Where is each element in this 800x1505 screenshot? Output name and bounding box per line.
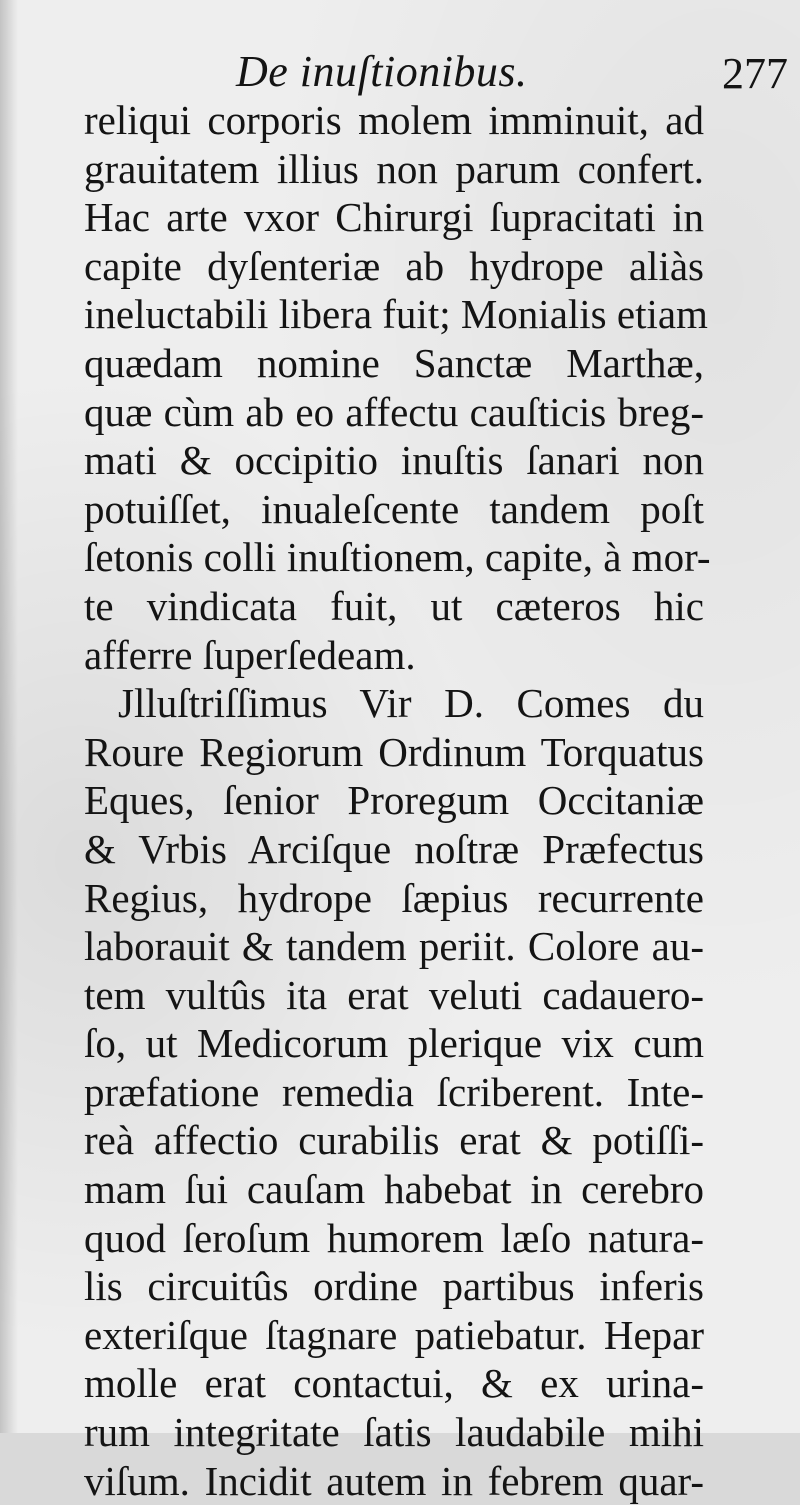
text-line: reliqui corporis molem imminuit, ad — [84, 97, 704, 143]
text-line: mam ſui cauſam habebat in cerebro — [84, 1166, 704, 1213]
text-line: reà affectio curabilis erat & potiſſi- — [84, 1117, 704, 1164]
text-line: exteriſque ſtagnare patiebatur. Hepar — [84, 1311, 704, 1358]
text-line: rum integritate ſatis laudabile mihi — [84, 1409, 704, 1456]
text-line: lis circuitûs ordine partibus inferis — [84, 1263, 704, 1310]
text-line: & Vrbis Arciſque noſtræ Præfectus — [84, 825, 704, 872]
text-line: mati & occipitio inuſtis ſanari non — [84, 437, 704, 484]
text-line: tem vultûs ita erat veluti cadauero- — [84, 971, 704, 1018]
text-line: te vindicata fuit, ut cæteros hic — [84, 582, 704, 629]
text-line: ſetonis colli inuſtionem, capite, à mor- — [84, 534, 711, 581]
running-title: De inuſtionibus. — [236, 47, 528, 96]
text-line: afferre ſuperſedeam. — [84, 631, 416, 678]
text-line: Eques, ſenior Proregum Occitaniæ — [84, 777, 704, 824]
text-line: grauitatem illius non parum confert. — [84, 145, 704, 192]
text-line: quod ſeroſum humorem læſo natura- — [84, 1214, 704, 1261]
text-line: potuiſſet, inualeſcente tandem poſt — [84, 485, 704, 532]
text-line: capite dyſenteriæ ab hydrope aliàs — [84, 242, 704, 289]
text-line: Regius, hydrope ſæpius recurrente — [84, 874, 704, 921]
text-line: Roure Regiorum Ordinum Torquatus — [84, 728, 704, 775]
text-line: Hac arte vxor Chirurgi ſupracitati in — [84, 194, 704, 241]
text-line: Jlluſtriſſimus Vir D. Comes du — [118, 680, 704, 727]
text-line: quæ cùm ab eo affectu cauſticis breg- — [84, 388, 704, 435]
text-line: viſum. Incidit autem in febrem quar- — [84, 1457, 704, 1504]
page-header — [0, 40, 800, 100]
text-line: molle erat contactui, & ex urina- — [84, 1360, 704, 1407]
text-line: laborauit & tandem periit. Colore au- — [84, 923, 704, 970]
text-line: ſo, ut Medicorum plerique vix cum — [84, 1020, 704, 1067]
text-line: quædam nomine Sanctæ Marthæ, — [84, 339, 704, 386]
text-line: ineluctabili libera fuit; Monialis etiam — [84, 291, 708, 338]
page-number: 277 — [722, 49, 788, 98]
text-line: præfatione remedia ſcriberent. Inte- — [84, 1068, 704, 1115]
body-text — [84, 96, 711, 1505]
